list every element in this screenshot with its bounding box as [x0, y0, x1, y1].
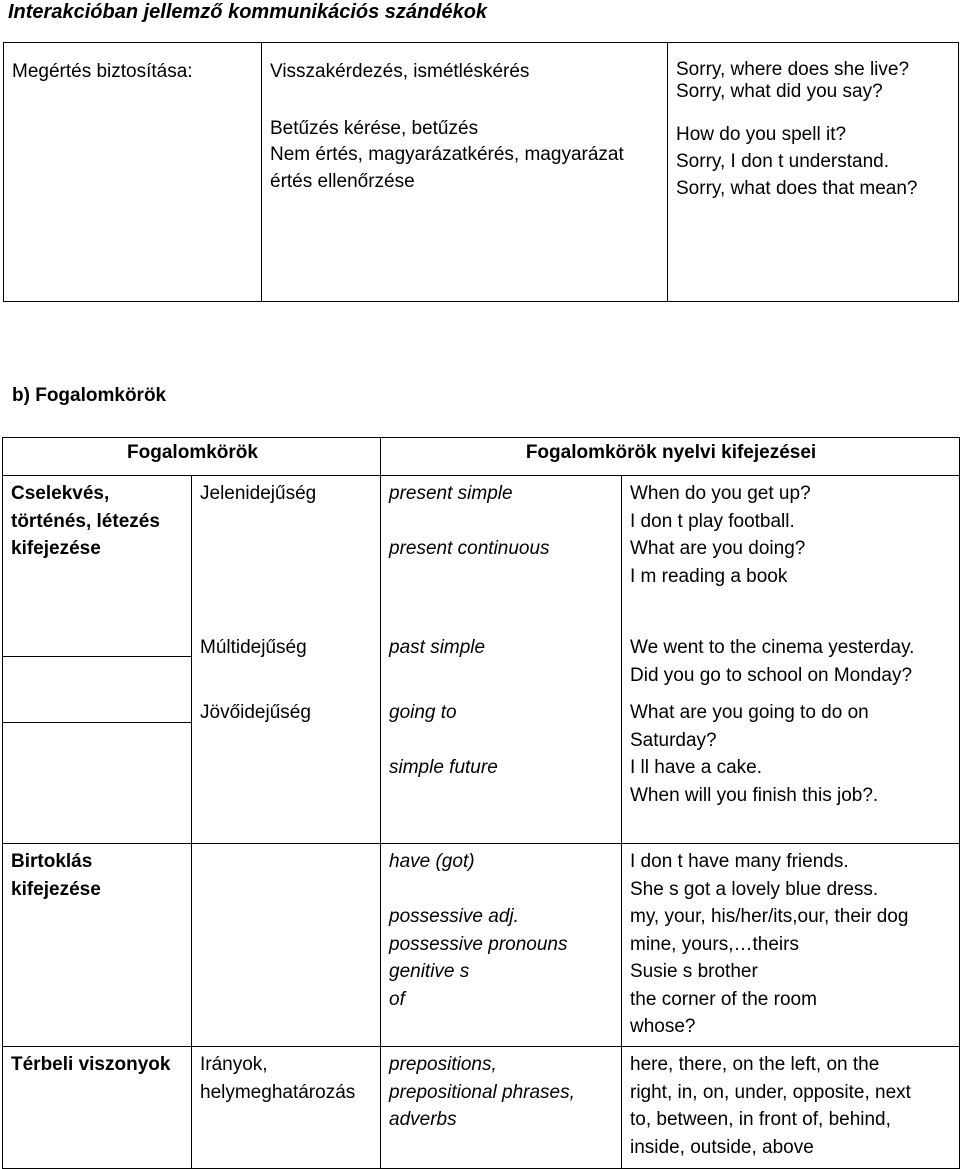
form-line: present simple — [389, 483, 513, 504]
subcategory-line: Jövőidejűség — [200, 702, 311, 723]
form-line: simple future — [389, 757, 498, 778]
example-line: Sorry, where does she live? — [676, 59, 910, 80]
page-heading: Interakcióban jellemző kommunikációs szándékok — [8, 1, 488, 23]
example-line: What are you doing? — [630, 538, 806, 559]
example-line: When will you finish this job?. — [630, 784, 879, 806]
category-cell — [3, 1047, 192, 1169]
subcategory-cell — [192, 476, 381, 844]
example-line: Sorry, I don t understand. — [676, 151, 889, 172]
form-line: genitive s — [389, 961, 470, 982]
concepts-table — [2, 437, 960, 1169]
subcategory-cell — [192, 1047, 381, 1169]
form-line: adverbs — [389, 1109, 457, 1130]
form-line: past simple — [389, 636, 486, 658]
header-expressions: Fogalomkörök nyelvi kifejezései — [381, 438, 960, 476]
example-line: I ll have a cake. — [630, 757, 763, 778]
example-line: She s got a lovely blue dress. — [630, 878, 879, 900]
subcategory-line: Jelenidejűség — [200, 483, 317, 504]
example-line: How do you spell it? — [676, 124, 847, 145]
example-line: here, there, on the left, on the — [630, 1054, 880, 1075]
example-line: whose? — [630, 1016, 696, 1037]
category-cell — [3, 657, 192, 723]
example-line: the corner of the room — [630, 988, 817, 1010]
intent-label-cell — [4, 43, 262, 302]
form-line: prepositional phrases, — [389, 1081, 575, 1103]
category-line: kifejezése — [11, 878, 101, 900]
example-line: Sorry, what did you say? — [676, 81, 883, 102]
example-line: Sorry, what does that mean? — [676, 178, 918, 199]
form-line: have (got) — [389, 851, 475, 872]
function-line: Nem értés, magyarázatkérés, magyarázat — [270, 144, 624, 165]
forms-cell — [381, 476, 622, 844]
example-line: inside, outside, above — [630, 1136, 814, 1158]
example-line: Saturday? — [630, 729, 717, 751]
category-line: Birtoklás — [11, 851, 93, 872]
forms-cell — [381, 844, 622, 1047]
example-line: mine, yours,…theirs — [630, 933, 799, 955]
form-line: possessive pronouns — [389, 933, 568, 955]
subcategory-line: helymeghatározás — [200, 1081, 356, 1103]
example-line: to, between, in front of, behind, — [630, 1109, 891, 1130]
example-line: I don t play football. — [630, 510, 795, 532]
form-line: going to — [389, 702, 457, 723]
example-line: When do you get up? — [630, 483, 811, 504]
category-line: történés, létezés — [11, 510, 160, 532]
examples-cell — [622, 476, 960, 844]
subcategory-cell — [192, 844, 381, 1047]
example-line: my, your, his/her/its,our, their dog — [630, 906, 909, 927]
form-line: prepositions, — [389, 1054, 497, 1075]
example-line: I don t have many friends. — [630, 851, 849, 872]
form-line: of — [389, 988, 405, 1010]
function-line: értés ellenőrzése — [270, 170, 415, 192]
example-line: We went to the cinema yesterday. — [630, 637, 915, 658]
category-cell — [3, 844, 192, 1047]
examples-cell — [622, 844, 960, 1047]
subcategory-line: Múltidejűség — [200, 636, 307, 658]
function-line: Betűzés kérése, betűzés — [270, 117, 479, 139]
category-cell — [3, 723, 192, 844]
category-line: Térbeli viszonyok — [11, 1054, 171, 1075]
form-line: possessive adj. — [389, 906, 519, 927]
example-line: I m reading a book — [630, 565, 788, 587]
section-heading: b) Fogalomkörök — [12, 385, 167, 406]
header-concepts: Fogalomkörök — [3, 438, 381, 476]
subcategory-line: Irányok, — [200, 1054, 268, 1075]
forms-cell — [381, 1047, 622, 1169]
examples-cell — [622, 1047, 960, 1169]
function-line: Visszakérdezés, ismétléskérés — [270, 61, 530, 82]
example-line: Susie s brother — [630, 961, 758, 982]
category-cell — [3, 476, 192, 657]
example-line: right, in, on, under, opposite, next — [630, 1081, 911, 1103]
category-line: Cselekvés, — [11, 483, 110, 504]
communication-table — [3, 42, 959, 302]
category-line: kifejezése — [11, 538, 101, 559]
example-line: What are you going to do on — [630, 702, 869, 723]
intent-label: Megértés biztosítása: — [12, 61, 193, 82]
intent-functions-cell — [262, 43, 668, 302]
form-line: present continuous — [389, 538, 550, 559]
intent-examples-cell — [668, 43, 959, 302]
example-line: Did you go to school on Monday? — [630, 664, 913, 686]
